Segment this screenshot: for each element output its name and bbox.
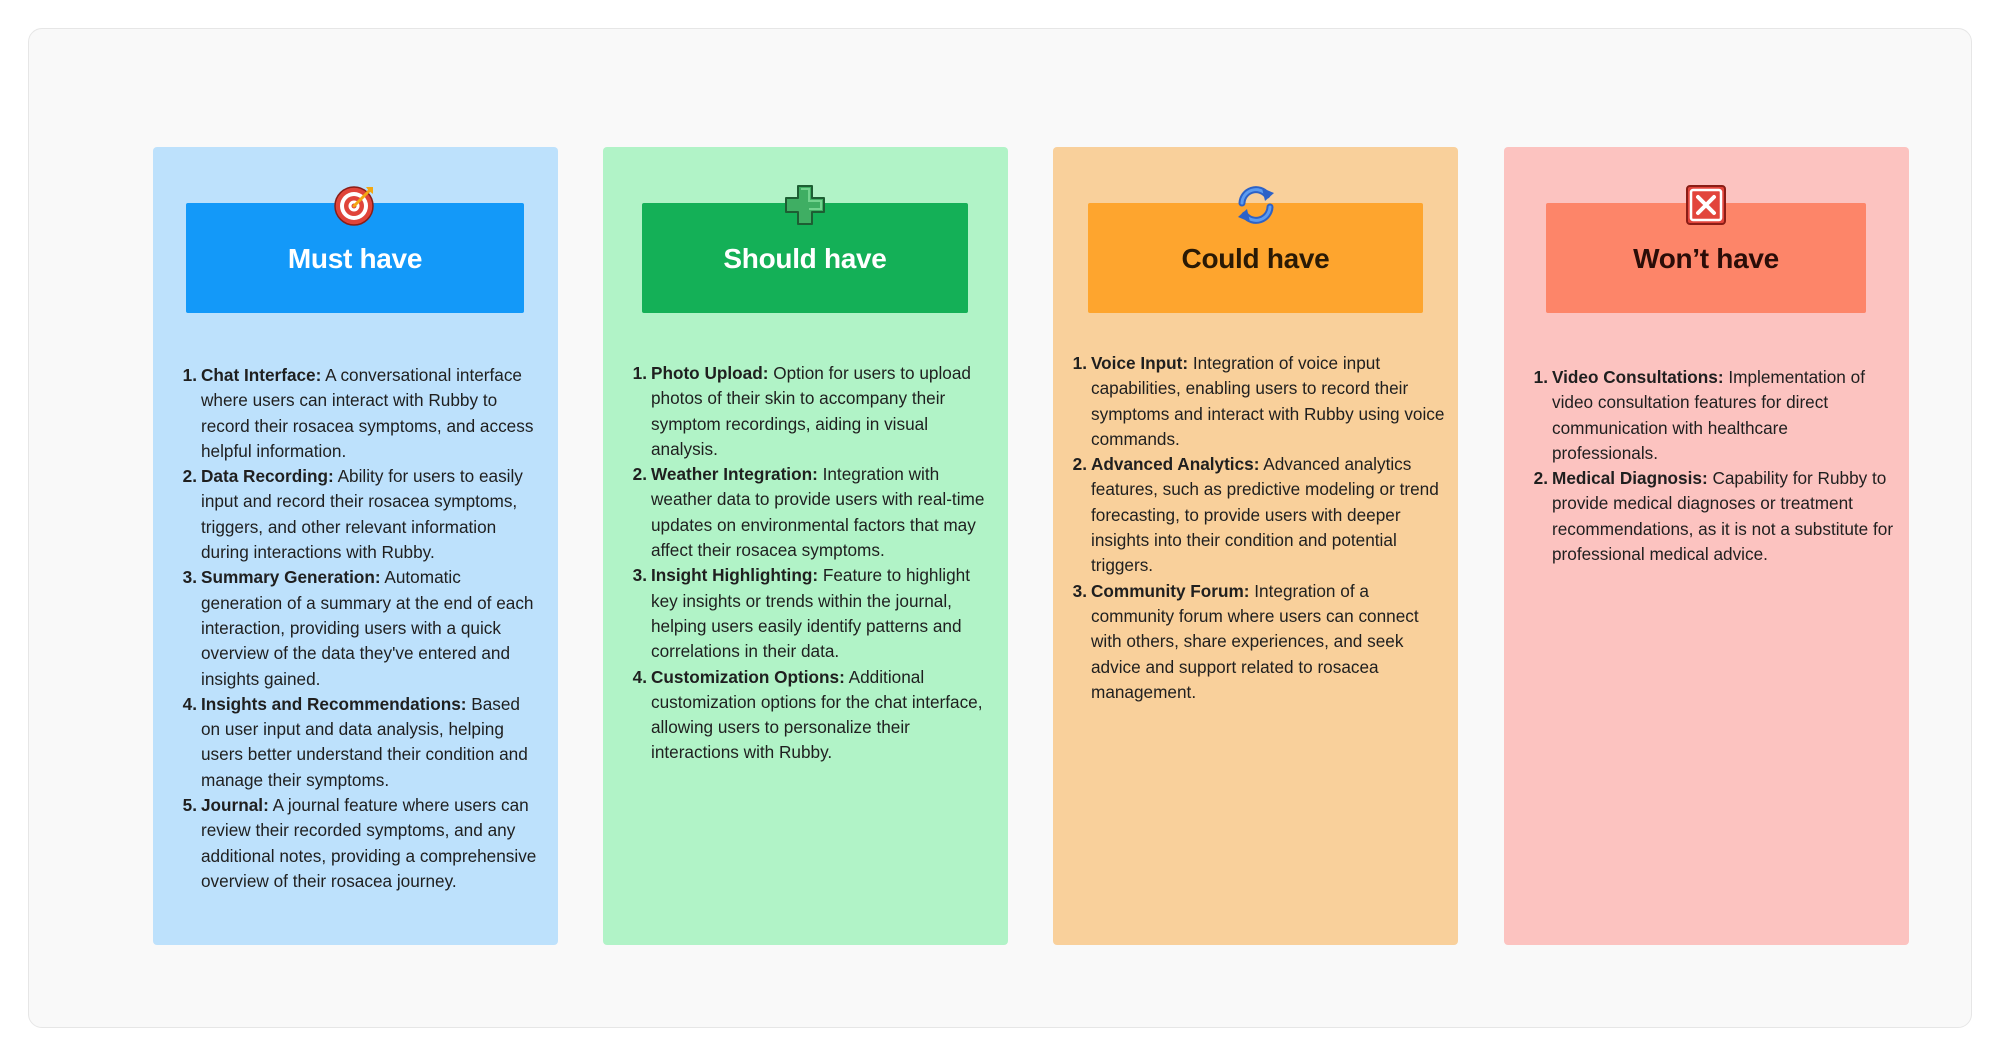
should-have-list	[627, 361, 993, 766]
green-cross-icon	[783, 183, 827, 227]
list-item: 1. Chat Interface: A conversational interface where users can interact with Rubby to record their rosacea symptoms, and access helpful information.	[182, 365, 534, 461]
bullseye-target-icon	[333, 183, 377, 227]
wont-have-list	[1528, 365, 1896, 567]
list-item: 4. Insights and Recommendations: Based on user input and data analysis, helping users better understand their condition and manage their symptoms.	[182, 693, 528, 790]
list-item: 3. Summary Generation: Automatic generation of a summary at the end of each interaction, providing users with a quick overview of the data they've entered and insights gained.	[182, 567, 534, 689]
repeat-arrows-icon	[1234, 183, 1278, 227]
moscow-board	[28, 28, 1972, 1028]
must-have-title: Must have	[287, 243, 423, 274]
list-item: 3. Insight Highlighting: Feature to highlight key insights or trends within the journal, helping users easily identify patterns and correlations in their data.	[632, 565, 970, 662]
list-item: 1. Voice Input: Integration of voice input capabilities, enabling users to record their symptoms and interact with Rubby using voice commands.	[1072, 353, 1445, 449]
list-item: 3. Community Forum: Integration of a community forum where users can connect with others, share experiences, and seek advice and support related to rosacea management.	[1072, 580, 1419, 702]
must-have-list	[177, 363, 543, 894]
list-item: 2. Medical Diagnosis: Capability for Rubby to provide medical diagnoses or treatment recommendations, as it is not a substitute for professional medical advice.	[1533, 468, 1894, 565]
list-item: 2. Advanced Analytics: Advanced analytics features, such as predictive modeling or trend forecasting, to provide users with deeper insights into their condition and potential triggers.	[1072, 454, 1439, 576]
must-have-column[interactable]	[153, 147, 558, 945]
wont-have-title: Won’t have	[1633, 243, 1779, 274]
list-item: 1. Photo Upload: Option for users to upload photos of their skin to accompany their symptom recordings, aiding in visual analysis.	[632, 363, 971, 459]
list-item: 4. Customization Options: Additional customization options for the chat interface, allowing users to personalize their interactions with Rubby.	[632, 666, 983, 763]
wont-have-column[interactable]	[1504, 147, 1909, 945]
cross-mark-button-icon	[1684, 183, 1728, 227]
could-have-title: Could have	[1181, 243, 1330, 274]
list-item: 5. Journal: A journal feature where users can review their recorded symptoms, and any additional notes, providing a comprehensive overview of their rosacea journey.	[182, 795, 537, 891]
could-have-column[interactable]	[1053, 147, 1458, 945]
should-have-column[interactable]	[603, 147, 1008, 945]
list-item: 2. Data Recording: Ability for users to easily input and record their rosacea symptoms, triggers, and other relevant information during interactions with Rubby.	[182, 466, 523, 563]
list-item: 1. Video Consultations: Implementation of video consultation features for direct communication with healthcare professionals.	[1533, 367, 1865, 463]
list-item: 2. Weather Integration: Integration with weather data to provide users with real-time updates on environmental factors that may affect their rosacea symptoms.	[632, 464, 985, 561]
should-have-title: Should have	[723, 243, 887, 274]
could-have-list	[1067, 351, 1445, 705]
